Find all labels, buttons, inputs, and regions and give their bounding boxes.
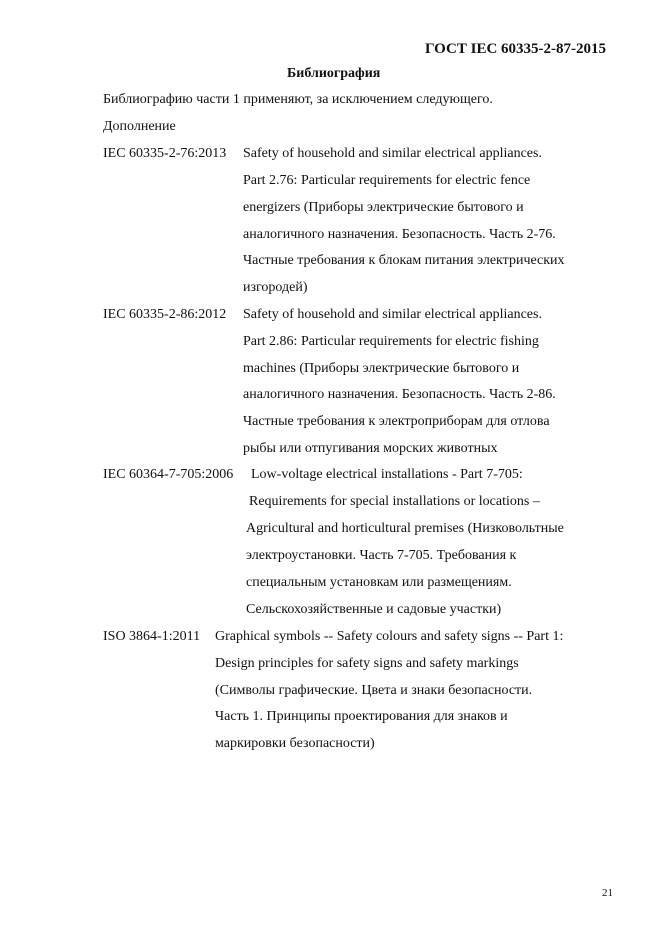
standard-description-line: Частные требования к электроприборам для отлова — [243, 414, 550, 429]
standard-description-line: аналогичного назначения. Безопасность. Часть 2-86. — [243, 387, 556, 402]
standard-description-line: специальным установкам или размещениям. — [246, 575, 512, 590]
standard-description-line: Safety of household and similar electrical appliances. — [243, 307, 542, 322]
standard-description-line: электроустановки. Часть 7-705. Требования к — [246, 548, 517, 563]
standard-description-line: Graphical symbols -- Safety colours and safety signs -- Part 1: — [215, 629, 564, 644]
standard-code: IEC 60335-2-86:2012 — [103, 307, 227, 322]
standard-description-line: Safety of household and similar electrical appliances. — [243, 146, 542, 161]
standard-description-line: рыбы или отпугивания морских животных — [243, 441, 498, 456]
standard-description-line: energizers (Приборы электрические бытового и — [243, 200, 524, 215]
standard-description-line: изгородей) — [243, 280, 308, 295]
standard-description-line: machines (Приборы электрические бытового и — [243, 361, 520, 376]
standard-description-line: (Символы графические. Цвета и знаки безопасности. — [215, 683, 533, 698]
standard-description-line: Сельскохозяйственные и садовые участки) — [246, 602, 502, 617]
document-code-header: ГОСТ IEC 60335-2-87-2015 — [425, 41, 607, 57]
standard-description-line: Design principles for safety signs and safety markings — [215, 656, 519, 671]
standard-code: IEC 60364-7-705:2006 — [103, 467, 234, 482]
standard-code: IEC 60335-2-76:2013 — [103, 146, 227, 161]
standard-description-line: маркировки безопасности) — [215, 736, 375, 751]
standard-description-line: Part 2.76: Particular requirements for electric fence — [243, 173, 531, 188]
supplement-label: Дополнение — [103, 119, 176, 134]
standard-description-line: Low-voltage electrical installations - Part 7-705: — [251, 467, 523, 482]
standard-description-line: Agricultural and horticultural premises (Низковольтные — [246, 521, 564, 536]
bibliography-title: Библиография — [287, 66, 381, 81]
standard-description-line: Requirements for special installations or locations – — [249, 494, 540, 509]
standard-description-line: аналогичного назначения. Безопасность. Часть 2-76. — [243, 227, 556, 242]
standard-code: ISO 3864-1:2011 — [103, 629, 201, 644]
standard-description-line: Частные требования к блокам питания электрических — [243, 253, 565, 268]
page-number: 21 — [602, 887, 613, 899]
standard-description-line: Часть 1. Принципы проектирования для знаков и — [215, 709, 508, 724]
standard-description-line: Part 2.86: Particular requirements for electric fishing — [243, 334, 539, 349]
intro-text: Библиографию части 1 применяют, за исключением следующего. — [103, 92, 493, 107]
